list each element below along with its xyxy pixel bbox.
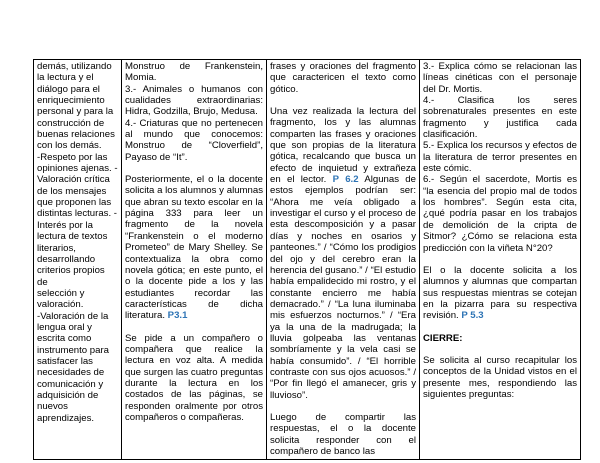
closing-heading: CIERRE: bbox=[423, 332, 463, 344]
question-6: 6.- Según el sacerdote, Mortis es “la esencia del propio mal de todos los hombres”. Según esta cita, ¿qué podría pasar en los trabajos de demolición de la cripta de Sitmor? ¿Cómo se relaciona esta predicción con la viñeta N°20? bbox=[423, 174, 577, 254]
attitude-line: buenas relaciones bbox=[37, 129, 115, 141]
share-answers-instructions: Luego de compartir las respuestas, el o la docente solicita responder con el compañero de banco las bbox=[270, 411, 416, 457]
attitude-line: nuevos bbox=[37, 401, 68, 413]
attitude-line: la lectura y el bbox=[37, 72, 94, 84]
attitude-line: construcción de bbox=[37, 117, 105, 129]
attitude-line: adquisición de bbox=[37, 389, 99, 401]
monster-category-4: 4.- Criaturas que no pertenecen al mundo que conocemos: Monstruo de “Cloverfield”, Payaso de “It”. bbox=[125, 117, 263, 163]
attitude-line: selección y bbox=[37, 287, 85, 299]
reference-p6-2: P 6.2 bbox=[332, 174, 359, 186]
attitude-line: -Respeto por las bbox=[37, 151, 108, 163]
attitude-line: de los mensajes bbox=[37, 185, 107, 197]
attitude-line: instrumento para bbox=[37, 344, 109, 356]
attitude-line: escrita como bbox=[37, 333, 92, 345]
attitudes-list bbox=[37, 61, 118, 424]
monster-examples-end: Monstruo de Frankenstein, Momia. bbox=[125, 61, 263, 84]
gothic-phrases-task: frases y oraciones del fragmento que caractericen el texto como gótico. bbox=[270, 61, 416, 95]
attitude-line: literarios, bbox=[37, 242, 76, 254]
gothic-examples-quotes: Algunas de estos ejemplos podrían ser: “Ahora me veía obligado a investigar el curso y el proceso de esta descomposición y a pasar días y noches en osarios y panteones.” / “Cómo los prodigios del ojo y del cerebro eran la herencia del gusano.” / “El estudio había empalidecido mi rostro, y el constante encierro me había demacrado.” / “La luna iluminaba mis esfuerzos nocturnos.” / “Era ya la una de la madrugada; la lluvia golpeaba las ventanas sombríamente y la vela casi se había consumido”. / “El horrible contraste con sus ojos acuosos.” / “Por fin llegó el amanecer, gris y lluvioso”. bbox=[270, 174, 416, 401]
activities-cell-right bbox=[420, 60, 581, 460]
lesson-plan-table bbox=[33, 59, 581, 460]
attitude-line: desarrollando bbox=[37, 253, 96, 265]
attitudes-cell bbox=[34, 60, 122, 460]
activities-cell-left bbox=[122, 60, 267, 460]
attitude-line: demás, utilizando bbox=[37, 61, 112, 72]
compare-answers-instructions bbox=[423, 265, 577, 322]
attitude-line: satisfacer las bbox=[37, 355, 93, 367]
attitude-line: con los demás. bbox=[37, 140, 102, 152]
attitude-line: Interés por la bbox=[37, 219, 93, 231]
gothic-examples-intro: Una vez realizada la lectura del fragmento, los y las alumnas comparten las frases y oraciones que son propias de la literatura gótica, recalcando que busca un efecto de inquietud y extrañeza en el lector. bbox=[270, 106, 416, 186]
attitude-line: diálogo para el bbox=[37, 83, 100, 95]
attitude-line: necesidades de bbox=[37, 367, 105, 379]
activities-cell-middle bbox=[267, 60, 420, 460]
attitude-line: distintas lecturas. - bbox=[37, 208, 117, 220]
question-4: 4.- Clasifica los seres sobrenaturales presentes en este fragmento y justifica cada clasificación. bbox=[423, 95, 577, 141]
question-3: 3.- Explica cómo se relacionan las líneas cinéticas con el personaje del Dr. Mortis. bbox=[423, 61, 577, 95]
attitude-line: Valoración crítica bbox=[37, 174, 110, 186]
attitude-line: lengua oral y bbox=[37, 321, 92, 333]
attitude-line: que proponen las bbox=[37, 197, 112, 209]
attitude-line: criterios propios de bbox=[37, 265, 105, 288]
reference-p3-1: P3.1 bbox=[167, 310, 188, 322]
attitude-line: valoración. bbox=[37, 299, 84, 311]
attitude-line: aprendizajes. bbox=[37, 412, 95, 424]
table-row bbox=[34, 60, 581, 460]
attitude-line: -Valoración de la bbox=[37, 310, 109, 322]
attitude-line: personal y para la bbox=[37, 106, 114, 118]
question-5: 5.- Explica los recursos y efectos de la literatura de terror presentes en este cómic. bbox=[423, 140, 577, 175]
frankenstein-reading-instructions bbox=[125, 174, 263, 321]
reference-p5-3: P 5.3 bbox=[461, 310, 484, 322]
frankenstein-instructions-text: Posteriormente, el o la docente solicita a los alumnos y alumnas que abran su texto escolar en la página 333 para leer un fragmento de la novela “Frankenstein o el moderno Prometeo” de Mary Shelley. Se contextualiza la obra como novela gótica; en este punto, el o la docente pide a los y las estudiantes recordar las características de dicha literatura. bbox=[125, 174, 263, 322]
attitude-line: lectura de textos bbox=[37, 231, 108, 243]
compare-answers-text: El o la docente solicita a los alumnos y alumnas que compartan sus respuestas mientras se cotejan en la pizarra para su respectiva revisión. bbox=[423, 264, 577, 322]
attitude-line: enriquecimiento bbox=[37, 95, 105, 107]
gothic-examples-paragraph bbox=[270, 106, 416, 401]
closing-instructions: Se solicita al curso recapitular los conceptos de la Unidad vistos en el presente mes, respondiendo las siguientes preguntas: bbox=[423, 354, 577, 400]
attitude-line: opiniones ajenas. - bbox=[37, 163, 118, 175]
attitude-line: comunicación y bbox=[37, 378, 104, 390]
monster-category-3: 3.- Animales o humanos con cualidades extraordinarias: Hidra, Godzilla, Brujo, Medusa. bbox=[125, 83, 263, 118]
read-aloud-instructions: Se pide a un compañero o compañera que realice la lectura en voz alta. A medida que surgen las cuatro preguntas durante la lectura en los costados de las páginas, se responden oralmente por otros compañeros o compañeras. bbox=[125, 332, 263, 423]
